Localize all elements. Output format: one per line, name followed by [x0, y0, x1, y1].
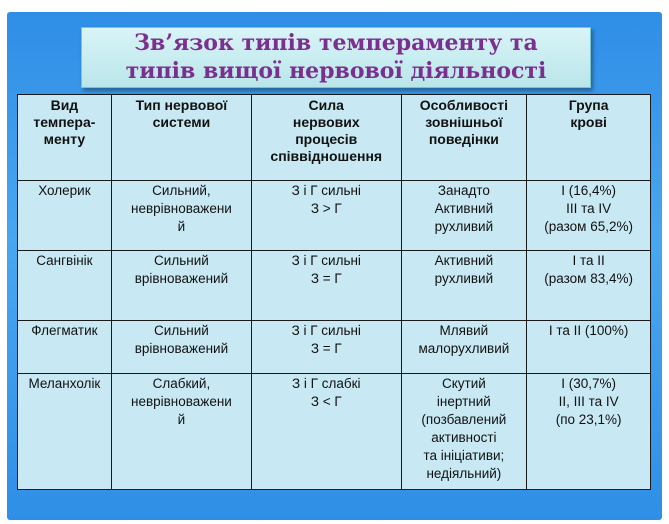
cell-line: (позбавлений: [421, 412, 507, 427]
title-line-1: Зв’язок типів темпераменту та: [134, 30, 538, 56]
table-row: [18, 251, 651, 321]
cell-line: Сильний: [154, 253, 209, 268]
cell-system: [111, 251, 251, 321]
slide-background: [7, 12, 662, 520]
cell-type: [18, 181, 112, 251]
cell-blood: [527, 251, 651, 321]
cell-line: неврівноважени: [130, 201, 232, 216]
cell-line: Сильний: [154, 323, 209, 338]
cell-line: Активний: [434, 201, 494, 216]
cell-behavior: [401, 374, 527, 490]
header-line: менту: [43, 131, 86, 147]
cell-line: I та II: [572, 253, 605, 268]
header-temperament-type: [18, 95, 112, 181]
cell-line: Занадто: [437, 183, 490, 198]
cell-line: З і Г сильні: [291, 253, 361, 268]
cell-line: Скутий: [441, 376, 486, 391]
cell-system: [111, 181, 251, 251]
cell-line: та ініціативи;: [423, 448, 505, 463]
cell-strength: [252, 251, 401, 321]
cell-line: Меланхолік: [28, 376, 101, 391]
header-line: поведінки: [428, 131, 499, 147]
cell-line: врівноважений: [134, 341, 229, 356]
cell-line: Млявий: [439, 323, 489, 338]
cell-line: З > Г: [310, 201, 342, 216]
header-line: системи: [152, 114, 211, 130]
cell-line: I (30,7%): [561, 376, 617, 391]
cell-behavior: [401, 321, 527, 374]
cell-behavior: [401, 181, 527, 251]
cell-system: [111, 321, 251, 374]
cell-behavior: [401, 251, 527, 321]
cell-line: (разом 65,2%): [544, 219, 633, 234]
cell-line: З і Г слабкі: [292, 376, 361, 391]
cell-line: Холерик: [38, 183, 91, 198]
cell-blood: [527, 374, 651, 490]
cell-line: З і Г сильні: [291, 183, 361, 198]
cell-line: З = Г: [310, 341, 342, 356]
header-line: нервових: [292, 114, 360, 130]
cell-line: недіяльний): [426, 466, 502, 481]
cell-line: I (16,4%): [561, 183, 617, 198]
temperament-table: [17, 94, 651, 490]
cell-line: й: [177, 219, 186, 234]
cell-type: [18, 251, 112, 321]
header-line: темпера-: [33, 114, 96, 130]
table-row: [18, 374, 651, 490]
cell-line: активності: [431, 430, 497, 445]
cell-line: врівноважений: [134, 271, 229, 286]
cell-line: малорухливий: [418, 341, 510, 356]
header-line: Сила: [308, 97, 344, 113]
table-header-row: [18, 95, 651, 181]
table-row: [18, 181, 651, 251]
cell-line: неврівноважени: [130, 394, 232, 409]
cell-line: Флегматик: [31, 323, 98, 338]
cell-line: рухливий: [434, 219, 494, 234]
cell-line: З < Г: [310, 394, 342, 409]
cell-line: Активний: [434, 253, 494, 268]
cell-line: З і Г сильні: [291, 323, 361, 338]
cell-blood: [527, 321, 651, 374]
cell-blood: [527, 181, 651, 251]
cell-line: Слабкий,: [152, 376, 211, 391]
cell-line: II, III та IV: [558, 394, 619, 409]
cell-type: [18, 321, 112, 374]
cell-line: й: [177, 412, 186, 427]
cell-line: З = Г: [310, 271, 342, 286]
cell-line: III та IV: [566, 201, 612, 216]
table-row: [18, 321, 651, 374]
header-nervous-system-type: [111, 95, 251, 181]
header-line: крові: [570, 114, 607, 130]
header-blood-group: [527, 95, 651, 181]
header-line: співвідношення: [270, 148, 383, 164]
title-line-2: типів вищої нервової діяльності: [125, 58, 547, 84]
header-line: Тип нервової: [135, 97, 228, 113]
cell-strength: [252, 181, 401, 251]
header-line: Група: [568, 97, 609, 113]
cell-line: інертний: [436, 394, 491, 409]
cell-line: (по 23,1%): [555, 412, 622, 427]
cell-type: [18, 374, 112, 490]
header-line: Особливості: [419, 97, 509, 113]
cell-line: (разом 83,4%): [544, 271, 633, 286]
header-line: Вид: [50, 97, 79, 113]
slide-title: [81, 27, 591, 88]
cell-system: [111, 374, 251, 490]
header-behavior: [401, 95, 527, 181]
header-process-strength: [252, 95, 401, 181]
cell-strength: [252, 374, 401, 490]
header-line: зовнішньої: [425, 114, 503, 130]
cell-line: рухливий: [434, 271, 494, 286]
cell-line: Сангвінік: [36, 253, 93, 268]
cell-strength: [252, 321, 401, 374]
header-line: процесів: [295, 131, 358, 147]
cell-line: I та II (100%): [548, 323, 629, 338]
cell-line: Сильний,: [152, 183, 211, 198]
